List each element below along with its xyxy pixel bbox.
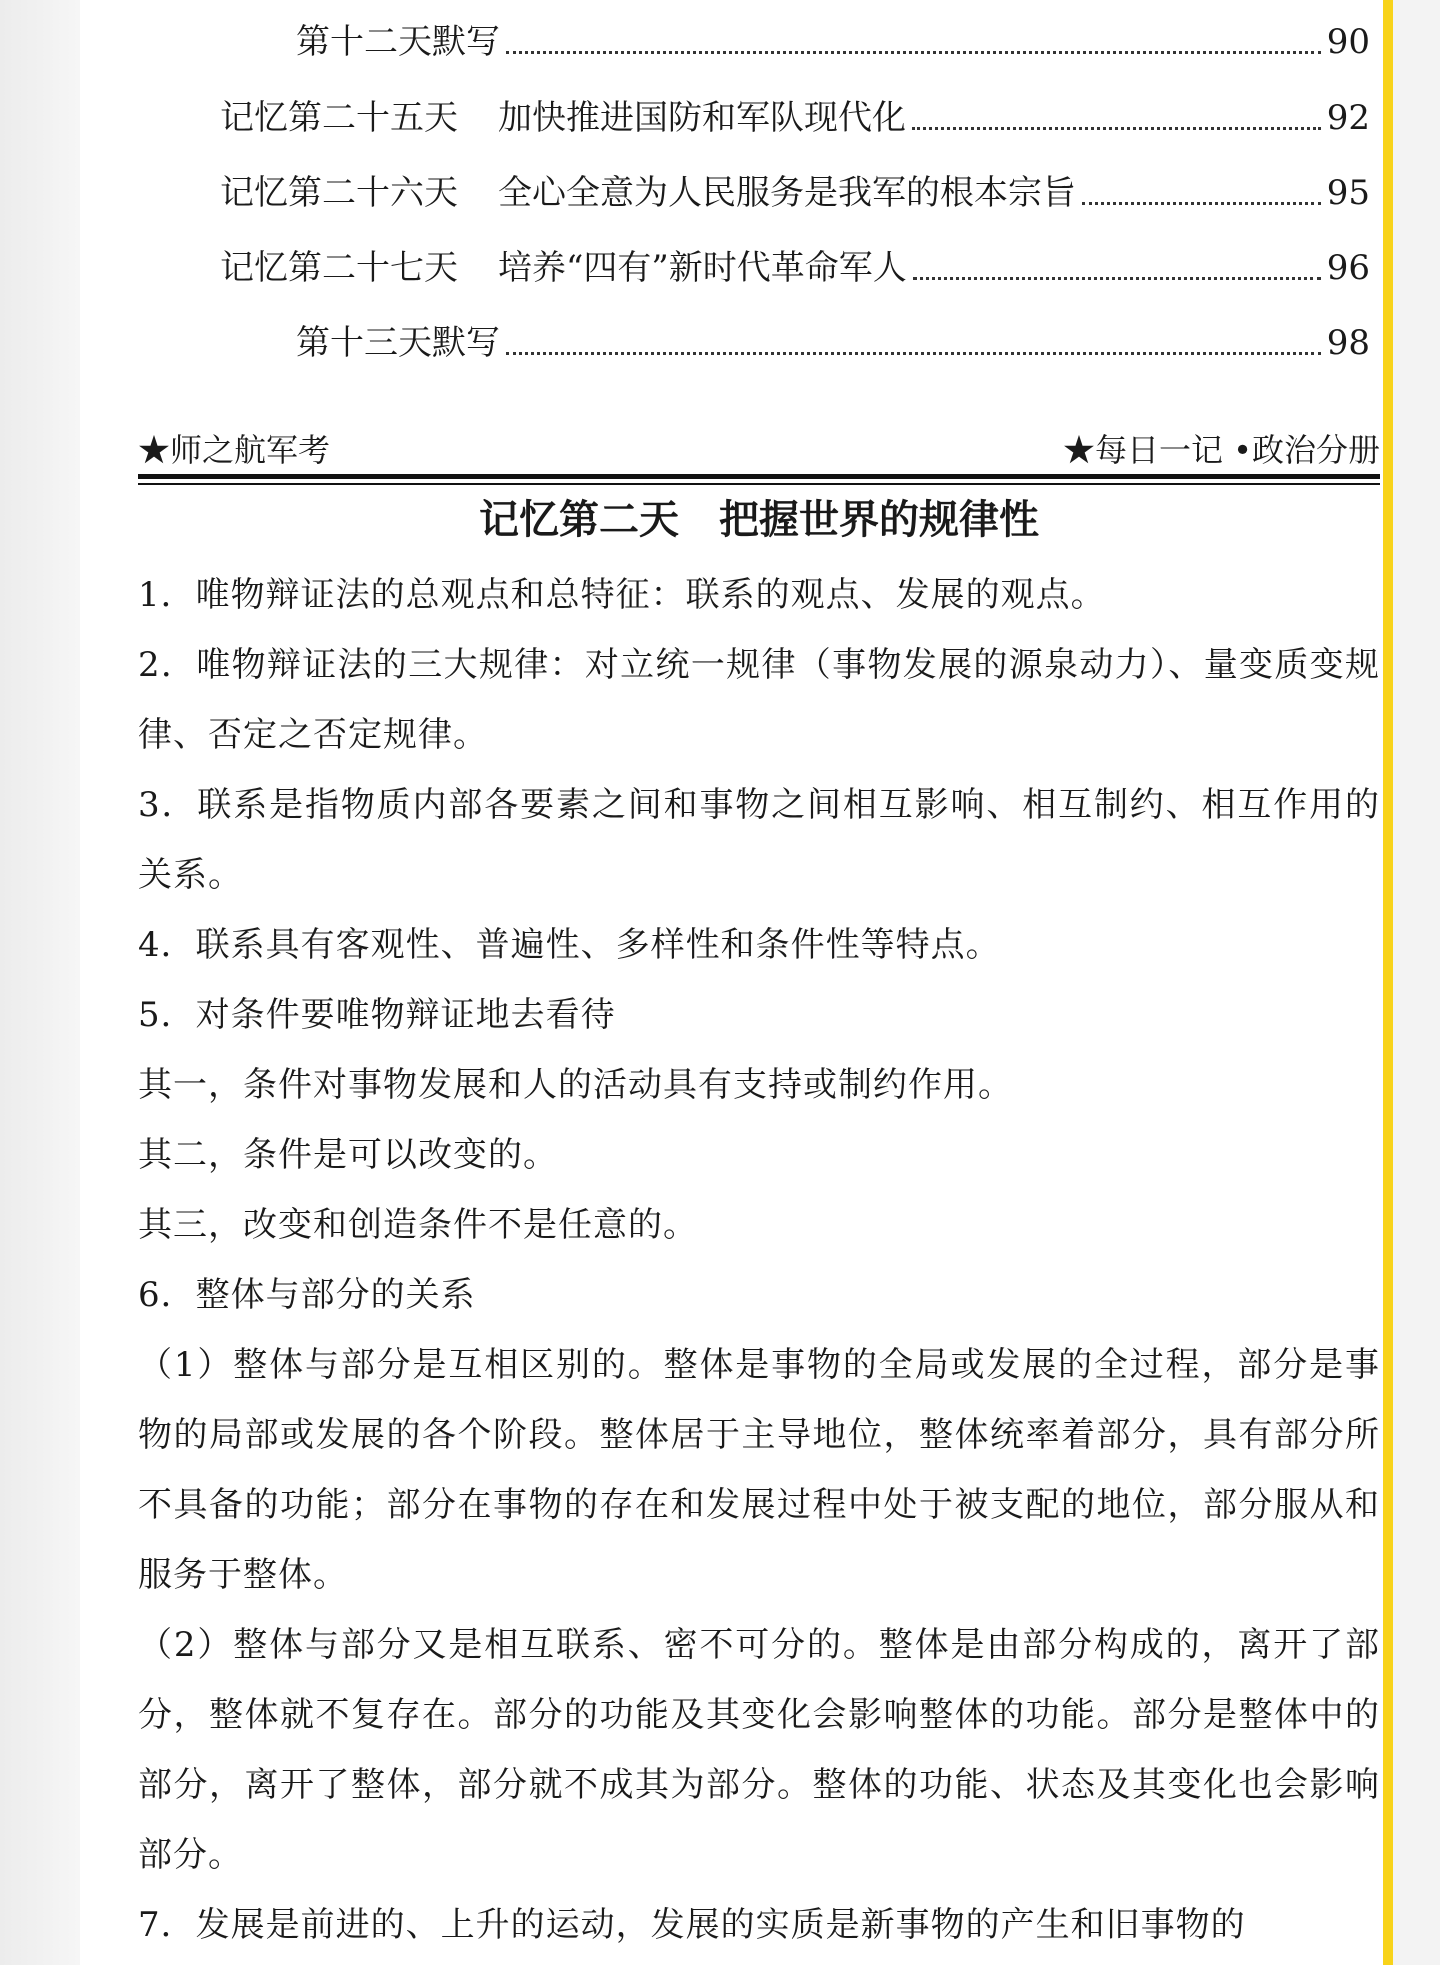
running-header-right: ★每日一记 •政治分册 [1062, 431, 1380, 469]
toc-entry-2[interactable] [220, 80, 1370, 140]
toc-entry-title: 培养“四有”新时代革命军人 [498, 248, 907, 288]
toc-entry-4[interactable] [220, 230, 1370, 290]
toc-entry-label: 记忆第二十五天 [220, 98, 458, 138]
background-margin [0, 0, 80, 1965]
toc-page-number: 96 [1326, 248, 1370, 288]
yellow-page-border [1383, 0, 1393, 1965]
paragraph-3: 3．联系是指物质内部各要素之间和事物之间相互影响、相互制约、相互作用的关系。 [138, 785, 1380, 895]
paragraph-9: 6．整体与部分的关系 [138, 1275, 476, 1315]
paragraph-5: 5．对条件要唯物辩证地去看待 [138, 995, 616, 1035]
toc-entry-title: 全心全意为人民服务是我军的根本宗旨 [498, 173, 1076, 213]
paragraph-7: 其二，条件是可以改变的。 [138, 1135, 558, 1175]
document-page [80, 0, 1383, 1965]
header-rule-thin [138, 483, 1380, 485]
toc-entry-label: 记忆第二十七天 [220, 248, 458, 288]
chapter-content [138, 560, 1380, 1960]
paragraph-2: 2．唯物辩证法的三大规律：对立统一规律（事物发展的源泉动力）、量变质变规律、否定之否定规律。 [138, 645, 1380, 755]
paragraph-8: 其三，改变和创造条件不是任意的。 [138, 1205, 698, 1245]
toc-entry-label: 第十三天默写 [296, 323, 500, 363]
toc-leader-dots [912, 126, 1321, 130]
toc-page-number: 90 [1326, 22, 1370, 62]
toc-page-number: 92 [1326, 98, 1370, 138]
toc-leader-dots [913, 276, 1321, 280]
paragraph-11: （2）整体与部分又是相互联系、密不可分的。整体是由部分构成的，离开了部分，整体就不复存在。部分的功能及其变化会影响整体的功能。部分是整体中的部分，离开了整体，部分就不成其为部分。整体的功能、状态及其变化也会影响部分。 [138, 1625, 1380, 1875]
toc-entry-3[interactable] [220, 155, 1370, 215]
toc-entry-label: 第十二天默写 [296, 22, 500, 62]
toc-leader-dots [506, 351, 1321, 355]
chapter-title [138, 490, 1380, 550]
toc-entry-label: 记忆第二十六天 [220, 173, 458, 213]
paragraph-1: 1．唯物辩证法的总观点和总特征：联系的观点、发展的观点。 [138, 575, 1106, 615]
toc-leader-dots [1082, 201, 1321, 205]
toc-entry-1[interactable] [296, 4, 1370, 64]
toc-entry-title: 加快推进国防和军队现代化 [498, 98, 906, 138]
paragraph-6: 其一，条件对事物发展和人的活动具有支持或制约作用。 [138, 1065, 1013, 1105]
toc-entry-5[interactable] [296, 305, 1370, 365]
toc-page-number: 98 [1326, 323, 1370, 363]
paragraph-12: 7．发展是前进的、上升的运动，发展的实质是新事物的产生和旧事物的 [138, 1905, 1246, 1945]
paragraph-4: 4．联系具有客观性、普遍性、多样性和条件性等特点。 [138, 925, 1001, 965]
running-header [138, 424, 1380, 472]
paragraph-10: （1）整体与部分是互相区别的。整体是事物的全局或发展的全过程，部分是事物的局部或发展的各个阶段。整体居于主导地位，整体统率着部分，具有部分所不具备的功能；部分在事物的存在和发展过程中处于被支配的地位，部分服从和服务于整体。 [138, 1345, 1380, 1595]
toc-page-number: 95 [1326, 173, 1370, 213]
chapter-label: 记忆第二天 [479, 497, 679, 543]
chapter-heading: 把握世界的规律性 [719, 497, 1039, 543]
toc-leader-dots [506, 50, 1321, 54]
header-rule-thick [138, 474, 1380, 479]
running-header-left: ★师之航军考 [138, 431, 331, 469]
